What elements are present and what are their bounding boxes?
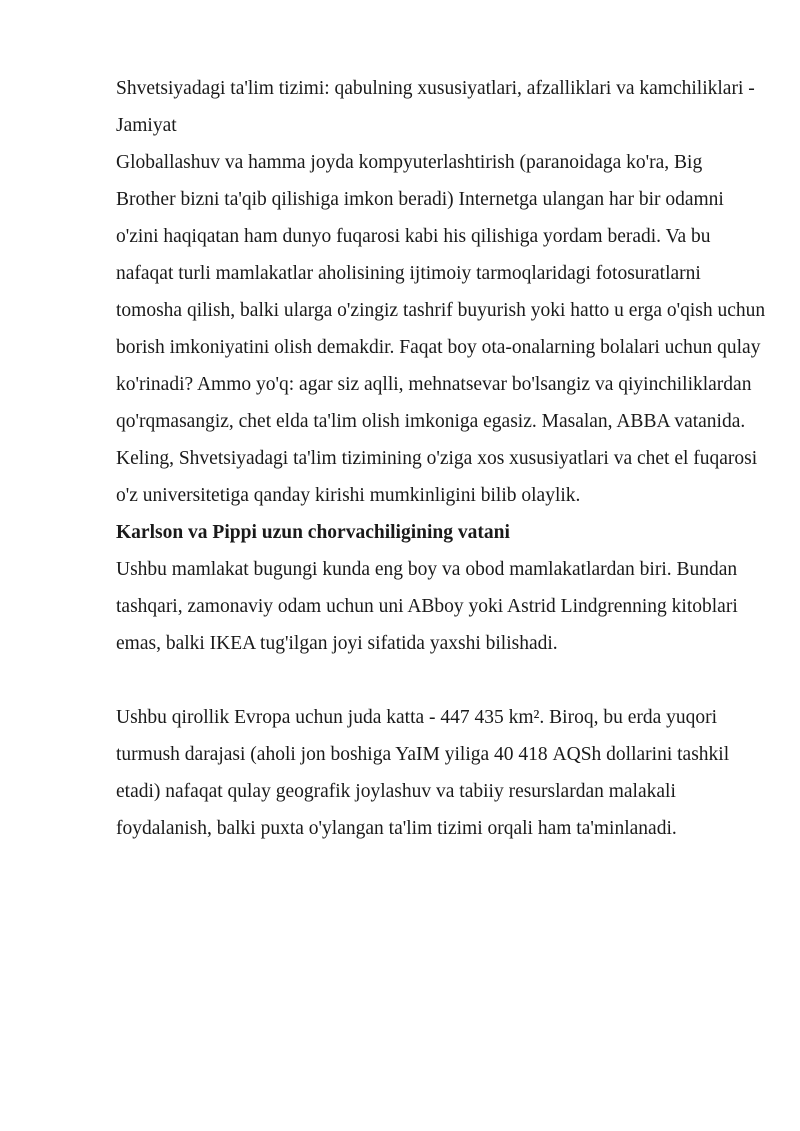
document-page bbox=[116, 70, 766, 847]
document-title: Shvetsiyadagi ta'lim tizimi: qabulning xususiyatlari, afzalliklari va kamchiliklari - Jamiyat bbox=[116, 78, 755, 136]
paragraph-spacer bbox=[116, 662, 766, 699]
body-paragraph-1: Ushbu mamlakat bugungi kunda eng boy va obod mamlakatlardan biri. Bundan tashqari, zamonaviy odam uchun uni ABboy yoki Astrid Lindgrenning kitoblari emas, balki IKEA tug'ilgan joyi sifatida yaxshi bilishadi. bbox=[116, 559, 738, 654]
body-paragraph-2: Ushbu qirollik Evropa uchun juda katta - 447 435 km². Biroq, bu erda yuqori turmush darajasi (aholi jon boshiga YaIM yiligа 40 418 AQSh dollarini tashkil etadi) nafaqat qulay geografik joylashuv va tabiiy resurslardan malakali foydalanish, balki puxta o'ylangan ta'lim tizimi orqali ham ta'minlanadi. bbox=[116, 707, 730, 839]
section-heading: Karlson va Pippi uzun chorvachiligining vatani bbox=[116, 522, 510, 543]
intro-paragraph: Globallashuv va hamma joyda kompyuterlashtirish (paranoidaga ko'ra, Big Brother bizni ta'qib qilishiga imkon beradi) Internetga ulangan har bir odamni o'zini haqiqatan ham dunyo fuqarosi kabi his qilishiga yordam beradi. Va bu nafaqat turli mamlakatlar aholisining ijtimoiy tarmoqlaridagi fotosuratlarni tomosha qilish, balki ularga o'zingiz tashrif buyurish yoki hatto u erga o'qish uchun borish imkoniyatini olish demakdir. Faqat boy ota-onalarning bolalari uchun qulay ko'rinadi? Ammo yo'q: agar siz aqlli, mehnatsevar bo'lsangiz va qiyinchiliklardan qo'rqmasangiz, chet elda ta'lim olish imkoniga egasiz. Masalan, ABBA vatanida. Keling, Shvetsiyadagi ta'lim tizimining o'ziga xos xususiyatlari va chet el fuqarosi o'z universitetiga qanday kirishi mumkinligini bilib olaylik. bbox=[116, 152, 766, 506]
